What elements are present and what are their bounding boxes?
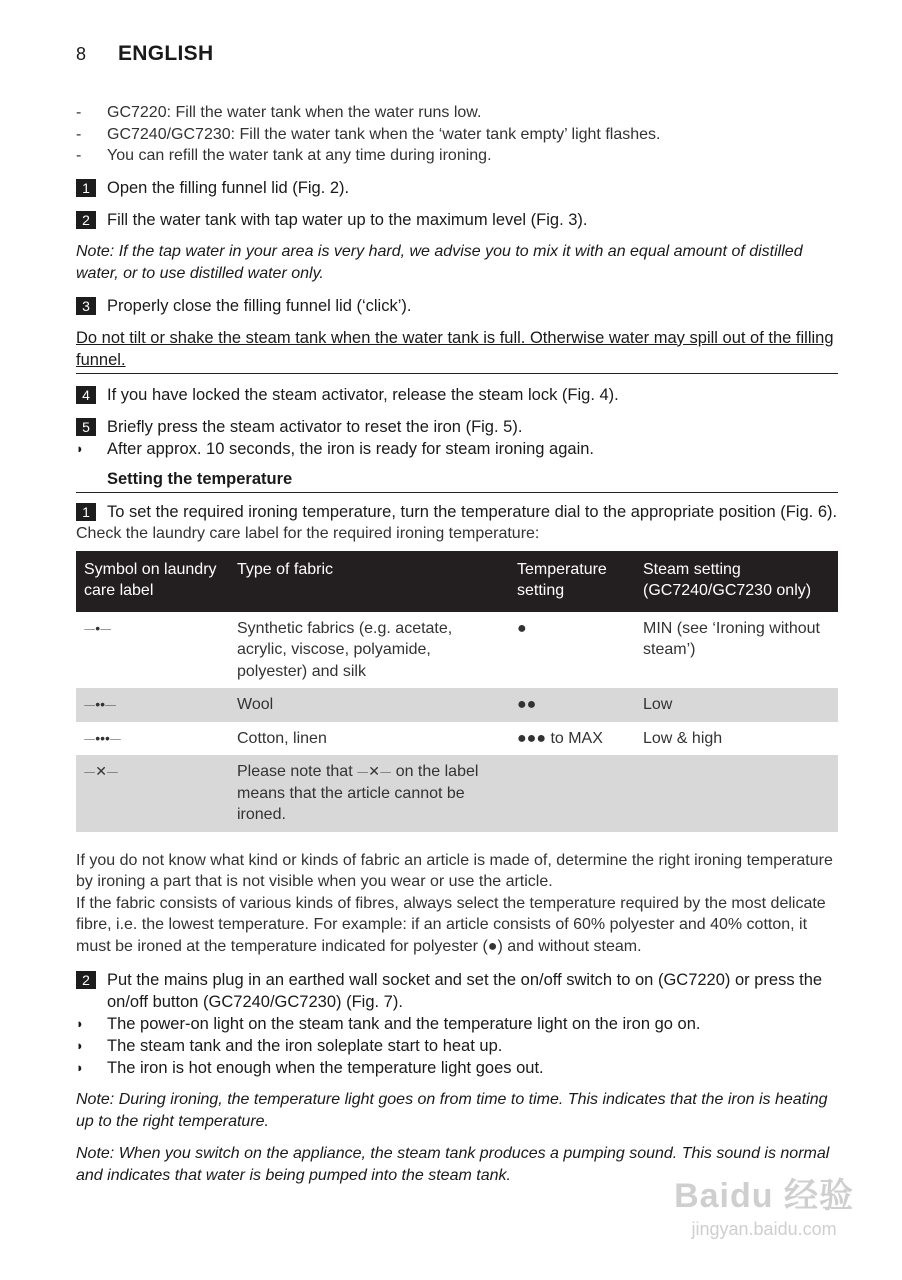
result-item: ◗ The power-on light on the steam tank and the temperature light on the iron go on. [76,1015,701,1033]
paragraph: If the fabric consists of various kinds of fibres, always select the temperature required by the most delicate fibre, i.e. the lowest temperature. For example: if an article consists of 60% polyester and 40% cotton, it must be ironed at the temperature indicated for polyester (●) and without steam. [76,894,826,955]
step-5-result: ◗ After approx. 10 seconds, the iron is ready for steam ironing again. [76,439,595,458]
note-pumping-sound: Note: When you switch on the appliance, the steam tank produces a pumping sound. This sound is normal and indicates that water is being pumped into the steam tank. [76,1145,830,1184]
manual-page [76,42,838,1187]
note-hard-water: Note: If the tap water in your area is very hard, we advise you to mix it with an equal amount of distilled water, or to use distilled water only. [76,242,803,282]
step-5: 5 Briefly press the steam activator to reset the iron (Fig. 5). [76,416,838,438]
page-header [76,42,838,72]
table-header: Symbol on laundry care label Type of fabric Temperature setting Steam setting (GC7240/GC7230 only) [76,551,838,612]
check-label-text: Check the laundry care label for the required ironing temperature: [76,524,540,542]
warning-text: Do not tilt or shake the steam tank when the water tank is full. Otherwise water may spill out of the filling funnel. [76,328,834,369]
divider [76,373,838,374]
temp-step-1: 1 To set the required ironing temperature, turn the temperature dial to the appropriate position (Fig. 6). [76,501,838,523]
language-title: ENGLISH [118,42,214,65]
temp-step-2: 2 Put the mains plug in an earthed wall socket and set the on/off switch to on (GC7220) or press the on/off button (GC7240/GC7230) (Fig. 7). [76,969,838,1013]
result-arrow-icon: ◗ [76,440,84,456]
table-row: ⏤✕⏤ Please note that ⏤✕⏤ on the label means that the article cannot be ironed. [76,755,838,832]
care-label-table [76,551,838,832]
page-number: 8 [76,44,87,64]
table-row: ⏤•••⏤ Cotton, linen ●●● to MAX Low & high [76,722,838,756]
step-3: 3 Properly close the filling funnel lid (‘click’). [76,295,838,317]
note-temperature-light: Note: During ironing, the temperature light goes on from time to time. This indicates that the iron is heating up to the right temperature. [76,1091,828,1130]
no-iron-symbol-icon: ⏤✕⏤ [357,763,392,779]
paragraph: If you do not know what kind or kinds of fabric an article is made of, determine the right ironing temperature by ironing a part that is not visible when you wear or use the article. [76,851,833,890]
iron-symbol-icon: ⏤•••⏤ [84,729,122,746]
step-1: 1 Open the filling funnel lid (Fig. 2). [76,177,838,199]
table-row: ⏤••⏤ Wool ●● Low [76,688,838,722]
iron-symbol-icon: ⏤•⏤ [84,619,112,636]
iron-symbol-icon: ⏤••⏤ [76,688,229,722]
table-row: ⏤•⏤ Synthetic fabrics (e.g. acetate, acrylic, viscose, polyamide, polyester) and silk ● MIN (see ‘Ironing without steam’) [76,612,838,689]
no-iron-symbol-icon: ⏤✕⏤ [76,755,229,832]
result-arrow-icon: ◗ [76,1016,84,1031]
step-2: 2 Fill the water tank with tap water up to the maximum level (Fig. 3). [76,209,838,231]
result-arrow-icon: ◗ [76,1038,84,1053]
step-4: 4 If you have locked the steam activator, release the steam lock (Fig. 4). [76,384,838,406]
result-arrow-icon: ◗ [76,1060,84,1075]
model-notes-list [76,102,838,167]
baidu-watermark: Baidu 经验 jingyan.baidu.com [674,1177,854,1239]
list-item: - GC7240/GC7230: Fill the water tank when the ‘water tank empty’ light flashes. [76,125,661,143]
result-item: ◗ The iron is hot enough when the temperature light goes out. [76,1059,544,1077]
result-item: ◗ The steam tank and the iron soleplate start to heat up. [76,1037,503,1055]
list-item: - GC7220: Fill the water tank when the water runs low. [76,104,482,121]
list-item: - You can refill the water tank at any time during ironing. [76,147,492,164]
section-title: Setting the temperature [76,468,838,493]
